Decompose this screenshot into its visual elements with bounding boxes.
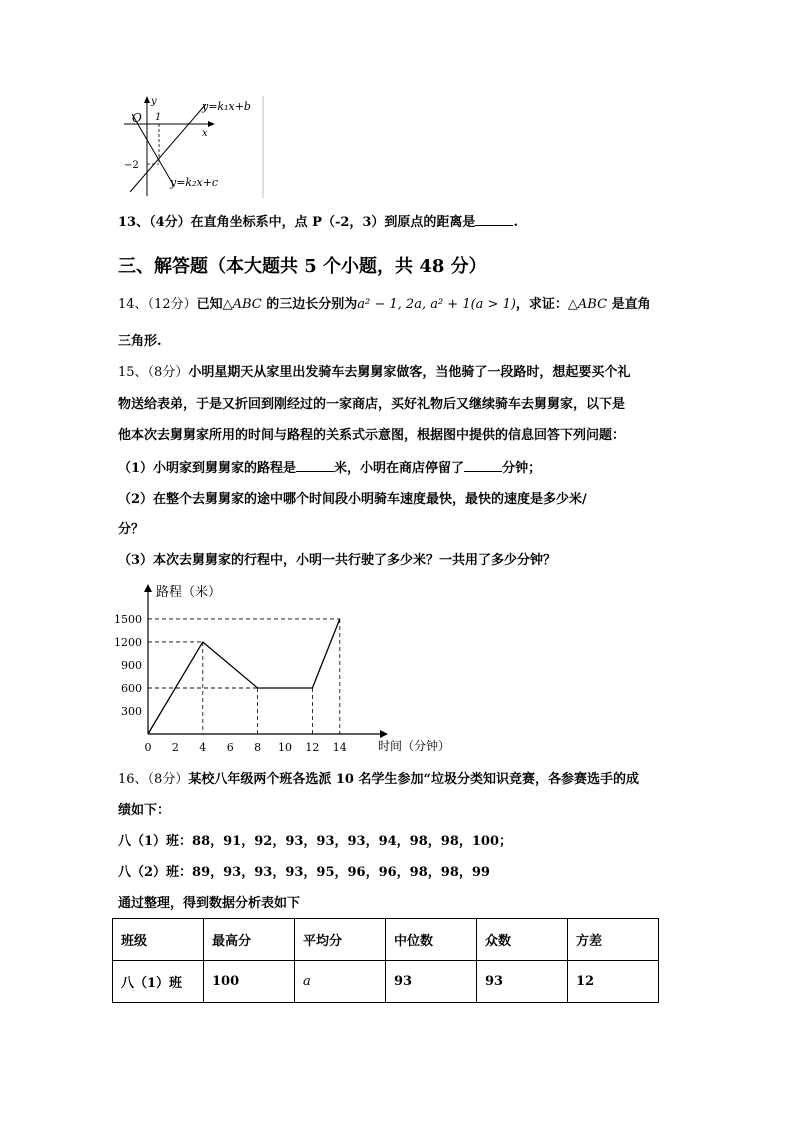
q13-answer-blank[interactable]	[475, 213, 513, 226]
table-cell: 12	[568, 961, 659, 1003]
x-tick-label: 14	[332, 741, 347, 754]
q14-abc2: ABC	[577, 297, 608, 312]
q16-class2-scores: 八（2）班：89，93，93，93，95，96，96，98，98，99	[118, 865, 490, 880]
table-header-cell: 众数	[477, 919, 568, 961]
q15-sub1-c: 分钟；	[502, 461, 542, 476]
chart-y-axis-arrow	[144, 584, 152, 592]
q15-sub1-b: 米，小明在商店停留了	[334, 461, 465, 476]
table-cell: 八（1）班	[113, 961, 204, 1003]
table-header-cell: 中位数	[386, 919, 477, 961]
y-tick-label: 600	[121, 681, 142, 695]
tick-neg2-label: −2	[124, 160, 139, 171]
table-cell: 100	[204, 961, 295, 1003]
y-axis-arrow	[144, 96, 150, 103]
q16-line2: 绩如下：	[118, 803, 171, 818]
y-axis-label: y	[151, 96, 157, 107]
table-header-row	[113, 919, 659, 961]
x-tick-label: 2	[171, 741, 179, 754]
y-tick-label: 1500	[114, 612, 142, 626]
x-tick-label: 6	[226, 741, 234, 754]
section-3-heading: 三、解答题（本大题共 5 个小题，共 48 分）	[118, 256, 487, 277]
x-tick-label: 10	[278, 741, 292, 754]
y-tick-label: 1200	[114, 635, 142, 649]
chart-y-label: 路程（米）	[156, 585, 222, 600]
q14-text-a: 已知△	[196, 297, 233, 312]
table-header-cell: 班级	[113, 919, 204, 961]
q16-number: 16、（8分）	[118, 772, 189, 787]
x-tick-label: 0	[144, 741, 152, 754]
table-cell: 93	[386, 961, 477, 1003]
q15-sub1-a: （1）小明家到舅舅家的路程是	[118, 461, 297, 476]
distance-time-chart	[108, 576, 468, 758]
q13-text: 在直角坐标系中，点 P（-2，3）到原点的距离是	[190, 215, 476, 230]
q15-distance-blank[interactable]	[296, 459, 334, 472]
q15-sub2-cont: 分？	[118, 522, 145, 537]
q15-number: 15、（8分）	[118, 365, 189, 380]
table-row	[113, 961, 659, 1003]
q13-end: .	[513, 215, 518, 230]
chart-points	[203, 619, 340, 688]
q16-table-intro: 通过整理，得到数据分析表如下	[118, 896, 301, 911]
line-k2-label: y=k₂x+c	[170, 176, 219, 189]
q15-sub2: （2）在整个去舅舅家的途中哪个时间段小明骑车速度最快，最快的速度是多少米/	[118, 492, 587, 507]
table-header-cell: 方差	[568, 919, 659, 961]
q16-line1: 某校八年级两个班各选派 10 名学生参加“垃圾分类知识竞赛，各参赛选手的成	[188, 772, 639, 787]
distance-series-line	[148, 619, 340, 734]
table-header-cell: 最高分	[204, 919, 295, 961]
q14-text-c: ，求证：△	[515, 297, 578, 312]
q16-class1-scores: 八（1）班：88，91，92，93，93，93，94，98，98，100；	[118, 834, 512, 849]
y-tick-label: 300	[121, 704, 142, 718]
chart-x-label: 时间（分钟）	[378, 739, 451, 753]
q15-sub3: （3）本次去舅舅家的行程中，小明一共行驶了多少米？一共用了多少分钟？	[118, 553, 557, 568]
q14-text-d: 是直角	[607, 297, 651, 312]
origin-label: O	[132, 111, 142, 125]
question-16	[118, 771, 639, 789]
q14-text-b: 的三边长分别为	[261, 297, 358, 312]
x-axis-arrow	[208, 121, 215, 127]
x-tick-label: 4	[199, 741, 207, 754]
table-header-cell: 平均分	[295, 919, 386, 961]
q14-abc: ABC	[232, 297, 262, 312]
q13-number: 13、（4分）	[118, 215, 191, 230]
x-tick-label: 12	[305, 741, 320, 754]
x-axis-label: x	[202, 128, 208, 139]
q15-sub1	[118, 459, 541, 478]
x-tick-label: 8	[254, 741, 262, 754]
q14-line2: 三角形.	[118, 334, 162, 349]
stats-table	[112, 918, 659, 1003]
tick-1-label: 1	[155, 112, 162, 123]
question-14	[118, 296, 651, 314]
table-cell: 93	[477, 961, 568, 1003]
y-tick-label: 900	[121, 658, 142, 672]
q15-line1: 小明星期天从家里出发骑车去舅舅家做客，当他骑了一段路时，想起要买个礼	[188, 365, 631, 380]
q15-line2: 物送给表弟，于是又折回到刚经过的一家商店，买好礼物后又继续骑车去舅舅家，以下是	[118, 397, 626, 412]
q15-line3: 他本次去舅舅家所用的时间与路程的关系式示意图，根据图中提供的信息回答下列问题：	[118, 428, 626, 443]
table-cell: a	[295, 961, 386, 1003]
q14-number: 14、（12分）	[118, 297, 197, 312]
question-13	[118, 213, 518, 232]
question-15	[118, 364, 630, 382]
line-k1-label: y=k₁x+b	[202, 100, 251, 113]
chart-x-axis-arrow	[380, 730, 388, 738]
q15-stop-blank[interactable]	[464, 459, 502, 472]
lines-figure	[118, 94, 268, 200]
q14-sides: a² − 1, 2a, a² + 1(a > 1)	[357, 297, 516, 312]
